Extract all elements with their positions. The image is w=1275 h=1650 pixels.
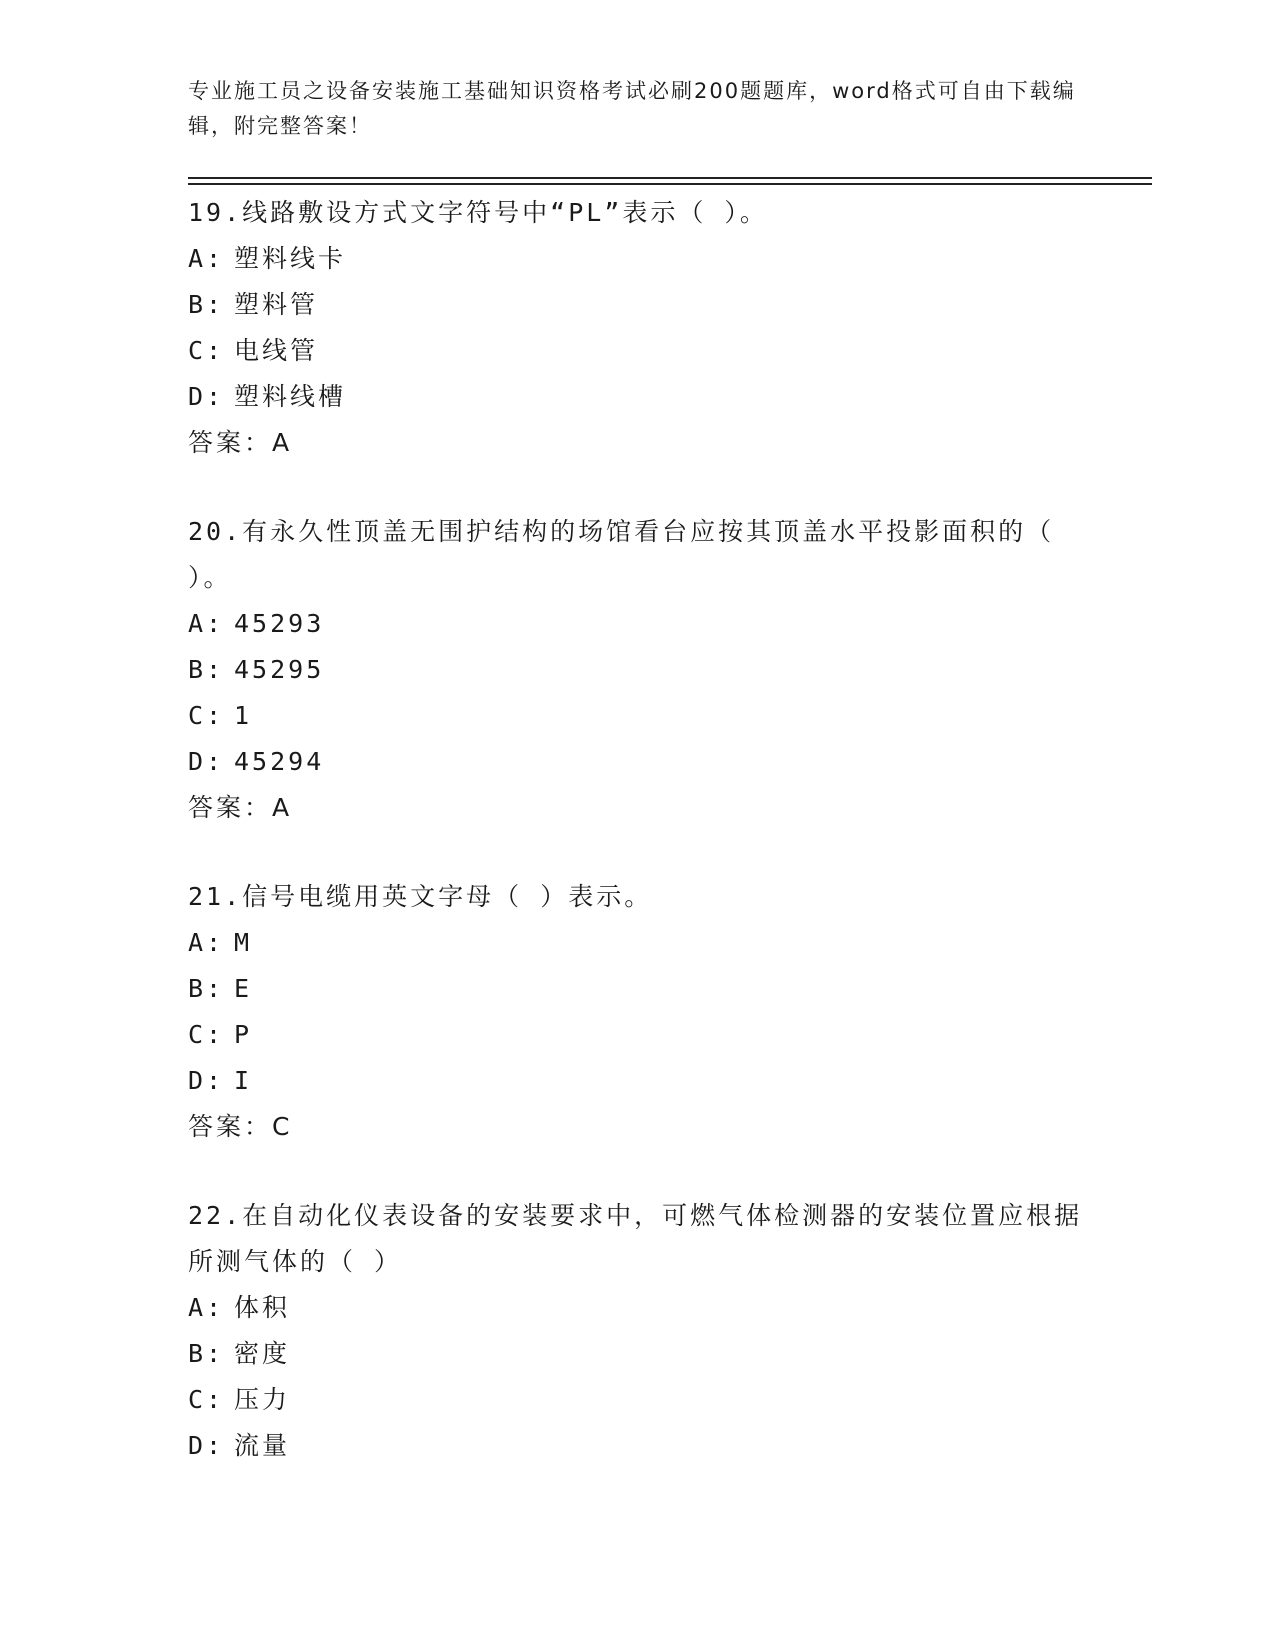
option-b xyxy=(188,966,1088,1012)
answer-line: 答案：A xyxy=(188,793,293,822)
option-text: 电线管 xyxy=(234,336,319,365)
option-b xyxy=(188,1331,1088,1377)
option-text: P xyxy=(234,1020,253,1049)
option-text: 体积 xyxy=(234,1293,291,1322)
option-text: 塑料线卡 xyxy=(234,244,347,273)
option-a xyxy=(188,601,1088,647)
spacer xyxy=(188,1150,1088,1193)
option-key: D: xyxy=(188,1431,225,1460)
option-key: D: xyxy=(188,382,225,411)
option-text: 压力 xyxy=(234,1385,291,1414)
option-key: A: xyxy=(188,244,225,273)
spacer xyxy=(188,831,1088,874)
option-key: C: xyxy=(188,336,225,365)
option-c xyxy=(188,1377,1088,1423)
option-text: 45294 xyxy=(234,747,325,776)
option-key: C: xyxy=(188,1020,225,1049)
question-22 xyxy=(188,1193,1088,1469)
header-divider-top xyxy=(188,177,1152,179)
answer-line: 答案：C xyxy=(188,1112,293,1141)
option-key: A: xyxy=(188,928,225,957)
spacer xyxy=(188,466,1088,509)
question-21 xyxy=(188,874,1088,1150)
option-c xyxy=(188,1012,1088,1058)
option-b xyxy=(188,282,1088,328)
question-stem: 20.有永久性顶盖无围护结构的场馆看台应按其顶盖水平投影面积的（ ）。 xyxy=(188,517,1055,592)
option-key: D: xyxy=(188,1066,225,1095)
option-b xyxy=(188,647,1088,693)
question-stem: 22.在自动化仪表设备的安装要求中，可燃气体检测器的安装位置应根据所测气体的（ ） xyxy=(188,1201,1083,1276)
option-a xyxy=(188,1285,1088,1331)
header-divider-bottom xyxy=(188,183,1152,185)
option-text: 45293 xyxy=(234,609,325,638)
option-d xyxy=(188,1058,1088,1104)
option-text: 1 xyxy=(234,701,253,730)
option-text: I xyxy=(234,1066,253,1095)
option-text: 塑料线槽 xyxy=(234,382,347,411)
option-d xyxy=(188,739,1088,785)
option-d xyxy=(188,1423,1088,1469)
option-a xyxy=(188,920,1088,966)
option-text: M xyxy=(234,928,253,957)
question-stem: 19.线路敷设方式文字符号中“PL”表示（ ）。 xyxy=(188,198,768,227)
question-list xyxy=(188,190,1088,1469)
option-key: C: xyxy=(188,701,225,730)
option-text: 流量 xyxy=(234,1431,291,1460)
option-key: A: xyxy=(188,1293,225,1322)
option-text: E xyxy=(234,974,253,1003)
option-key: A: xyxy=(188,609,225,638)
document-header: 专业施工员之设备安装施工基础知识资格考试必刷200题题库，word格式可自由下载编辑，附完整答案！ xyxy=(188,79,1076,138)
question-stem: 21.信号电缆用英文字母（ ）表示。 xyxy=(188,882,653,911)
option-c xyxy=(188,328,1088,374)
option-text: 密度 xyxy=(234,1339,291,1368)
question-19 xyxy=(188,190,1088,466)
option-d xyxy=(188,374,1088,420)
question-20 xyxy=(188,509,1088,831)
option-a xyxy=(188,236,1088,282)
option-key: B: xyxy=(188,1339,225,1368)
option-c xyxy=(188,693,1088,739)
option-key: D: xyxy=(188,747,225,776)
answer-line: 答案：A xyxy=(188,428,293,457)
option-text: 塑料管 xyxy=(234,290,319,319)
option-key: C: xyxy=(188,1385,225,1414)
option-key: B: xyxy=(188,290,225,319)
option-text: 45295 xyxy=(234,655,325,684)
option-key: B: xyxy=(188,974,225,1003)
option-key: B: xyxy=(188,655,225,684)
